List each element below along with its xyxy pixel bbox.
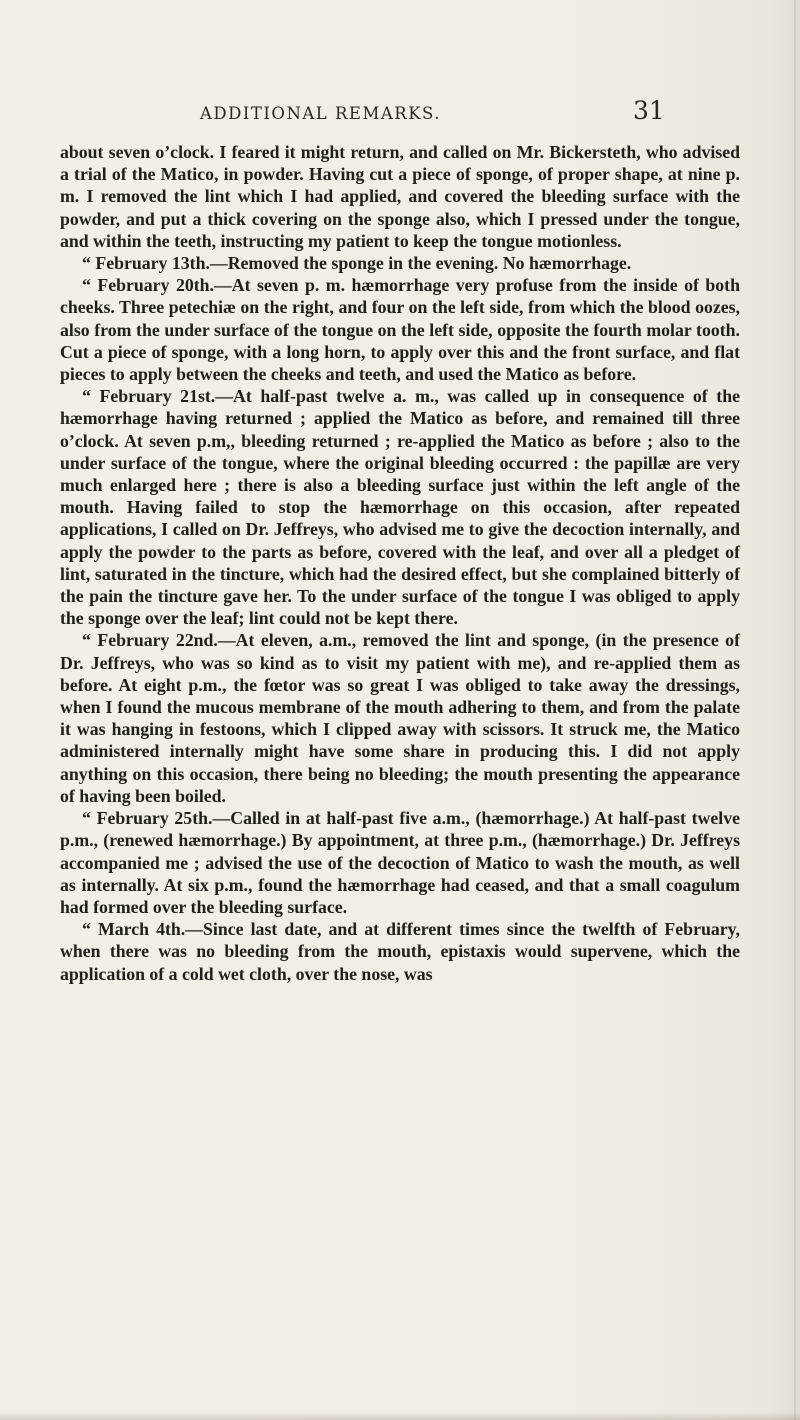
paragraph: “ March 4th.—Since last date, and at different times since the twelfth of February, when there was no bleeding from the mouth, epistaxis would supervene, which the application of a cold wet cloth, over the nose, was — [60, 919, 740, 984]
paragraph: “ February 21st.—At half-past twelve a. m., was called up in consequence of the hæmorrhage having returned ; applied the Matico as before, and remained till three o’clock. At seven p.m,, bleeding returned ; re-applied the Matico as before ; also to the under surface of the tongue, where the original bleeding occurred : the papillæ are very much enlarged here ; there is also a bleeding surface just within the left angle of the mouth. Having failed to stop the hæmorrhage on this occasion, after repeated applications, I called on Dr. Jeffreys, who advised me to give the decoction internally, and apply the powder to the parts as before, covered with the leaf, and over all a pledget of lint, saturated in the tincture, which had the desired effect, but she complained bitterly of the pain the tincture gave her. To the under surface of the tongue I was obliged to apply the sponge over the leaf; lint could not be kept there. — [60, 386, 740, 629]
page-bottom-edge — [0, 1412, 800, 1420]
paragraph: “ February 13th.—Removed the sponge in the evening. No hæmorrhage. — [82, 253, 632, 274]
paragraph: “ February 25th.—Called in at half-past five a.m., (hæmorrhage.) At half-past twelve p.m., (renewed hæmorrhage.) By appointment, at three p.m., (hæmorrhage.) Dr. Jeffreys accompanied me ; advised the use of the decoction of Matico to wash the mouth, as well as internally. At six p.m., found the hæmorrhage had ceased, and that a small coagulum had formed over the bleeding surface. — [60, 808, 740, 917]
page-number: 31 — [633, 96, 665, 125]
running-head: ADDITIONAL REMARKS. — [200, 104, 441, 123]
page-edge — [794, 0, 796, 1420]
paragraph: “ February 20th.—At seven p. m. hæmorrhage very profuse from the inside of both cheeks. Three petechiæ on the right, and four on the left side, from which the blood oozes, also from the under surface of the tongue on the left side, opposite the fourth molar tooth. Cut a piece of sponge, with a long horn, to apply over this and the front surface, and flat pieces to apply between the cheeks and teeth, and used the Matico as before. — [60, 275, 740, 385]
paragraph: about seven o’clock. I feared it might return, and called on Mr. Bickersteth, who advised a trial of the Matico, in powder. Having cut a piece of sponge, of proper shape, at nine p. m. I removed the lint which I had applied, and covered the bleeding surface with the powder, and put a thick covering on the sponge also, which I pressed under the tongue, and within the teeth, instructing my patient to keep the tongue motionless. — [60, 142, 740, 251]
body-text — [60, 141, 740, 985]
paragraph: “ February 22nd.—At eleven, a.m., removed the lint and sponge, (in the presence of Dr. Jeffreys, who was so kind as to visit my patient with me), and re-applied them as before. At eight p.m., the fœtor was so great I was obliged to take away the dressings, when I found the mucous membrane of the mouth adhering to them, and from the palate it was hanging in festoons, which I clipped away with scissors. It struck me, the Matico administered internally might have some share in producing this. I did not apply anything on this occasion, there being no bleeding; the mouth presenting the appearance of having been boiled. — [60, 630, 740, 806]
